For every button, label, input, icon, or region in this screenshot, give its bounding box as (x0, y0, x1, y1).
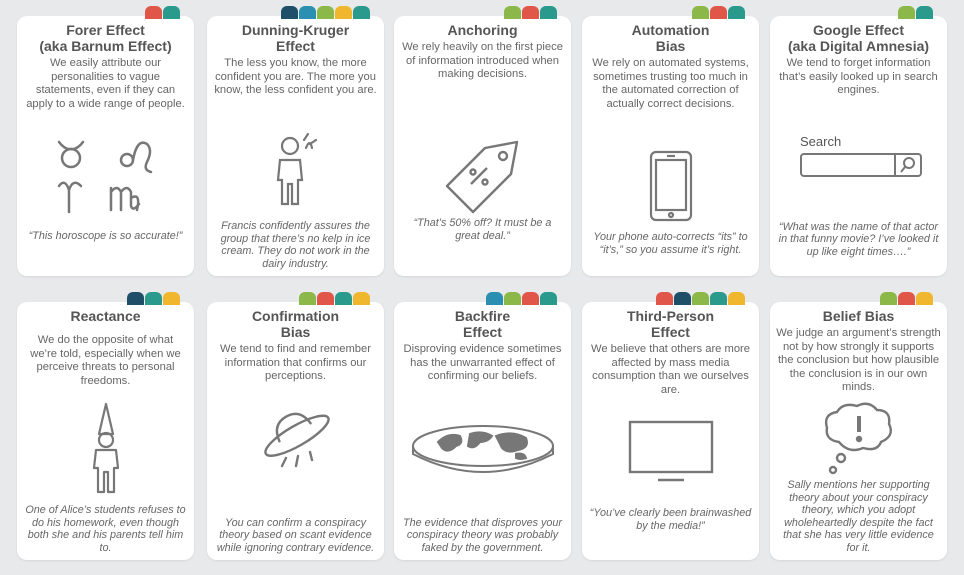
color-tabs (145, 6, 180, 19)
zodiac-symbols-icon (17, 134, 194, 214)
card-description: We tend to forget information that’s easily looked up in search engines. (779, 57, 938, 96)
card-description: We rely heavily on the first piece of information introduced when making decisions. (402, 41, 563, 80)
price-tag-icon (394, 134, 571, 218)
color-tabs (281, 6, 370, 19)
card-example: “That’s 50% off? It must be a great deal.” (413, 217, 552, 242)
color-tabs (692, 6, 745, 19)
card-example: Francis confidently assures the group that there’s no kelp in ice cream. They do not work in the dairy industry. (220, 220, 371, 270)
card-description: We tend to find and remember information that confirms our perceptions. (220, 343, 371, 382)
card-third-person-effect (582, 302, 759, 560)
search-icon[interactable] (894, 155, 920, 175)
color-tabs (486, 292, 557, 305)
card-title: Belief Bias (822, 308, 895, 324)
card-example: “This horoscope is so accurate!” (28, 229, 183, 242)
card-forer-effect (17, 16, 194, 276)
card-title: Backfire Effect (454, 308, 511, 340)
card-description: We believe that others are more affected by mass media consumption than we ourselves are. (591, 343, 750, 396)
card-example: “You’ve clearly been brainwashed by the media!” (589, 507, 752, 532)
card-belief-bias (770, 302, 947, 560)
card-description: The less you know, the more confident you are. The more you know, the less confident you are. (214, 57, 377, 96)
card-title: Google Effect (aka Digital Amnesia) (787, 22, 930, 54)
card-backfire-effect (394, 302, 571, 560)
color-tabs (656, 292, 745, 305)
card-reactance (17, 302, 194, 560)
card-description: We easily attribute our personalities to vague statements, even if they can apply to a wide range of people. (26, 57, 185, 110)
card-example: Sally mentions her supporting theory about your conspiracy theory, which you adopt wholeheartedly despite the fact that she has very little evidence for it. (783, 479, 934, 554)
smartphone-icon (582, 150, 759, 222)
card-description: We rely on automated systems, sometimes trusting too much in the automated correction of actually correct decisions. (592, 57, 749, 110)
color-tabs (880, 292, 933, 305)
card-google-effect (770, 16, 947, 276)
flat-earth-icon (394, 420, 571, 484)
card-title: Anchoring (447, 22, 518, 38)
search-label: Search (800, 134, 842, 149)
card-title: Third-Person Effect (626, 308, 715, 340)
card-automation-bias (582, 16, 759, 276)
card-description: We judge an argument’s strength not by how strongly it supports the conclusion but how plausible the conclusion is in our own minds. (776, 327, 941, 393)
card-title: Confirmation Bias (251, 308, 340, 340)
search-box[interactable] (800, 153, 922, 177)
card-description: Disproving evidence sometimes has the unwarranted effect of confirming our beliefs. (403, 343, 562, 382)
card-example: The evidence that disproves your conspiracy theory was probably faked by the government. (402, 516, 563, 554)
color-tabs (898, 6, 933, 19)
card-example: One of Alice’s students refuses to do his homework, even though both she and his parents tell him to. (25, 504, 186, 554)
card-example: You can confirm a conspiracy theory based on scant evidence while ignoring contrary evidence. (216, 516, 375, 554)
ufo-icon (207, 402, 384, 472)
card-title: Reactance (70, 308, 141, 324)
television-icon (582, 420, 759, 484)
card-example: “What was the name of that actor in that funny movie? I’ve looked it up like eight times….” (778, 220, 939, 258)
card-title: Dunning-Kruger Effect (241, 22, 350, 54)
thought-bubble-exclamation-icon (770, 402, 947, 476)
card-title: Forer Effect (aka Barnum Effect) (39, 22, 172, 54)
color-tabs (504, 6, 557, 19)
card-anchoring (394, 16, 571, 276)
color-tabs (127, 292, 180, 305)
dunce-cap-person-icon (17, 402, 194, 494)
color-tabs (299, 292, 370, 305)
sweating-person-icon (207, 134, 384, 206)
card-confirmation-bias (207, 302, 384, 560)
card-example: Your phone auto-corrects “its” to “it’s,” so you assume it’s right. (593, 231, 748, 256)
card-dunning-kruger (207, 16, 384, 276)
card-description: We do the opposite of what we’re told, especially when we perceive threats to personal freedoms. (30, 334, 181, 387)
card-title: Automation Bias (631, 22, 710, 54)
